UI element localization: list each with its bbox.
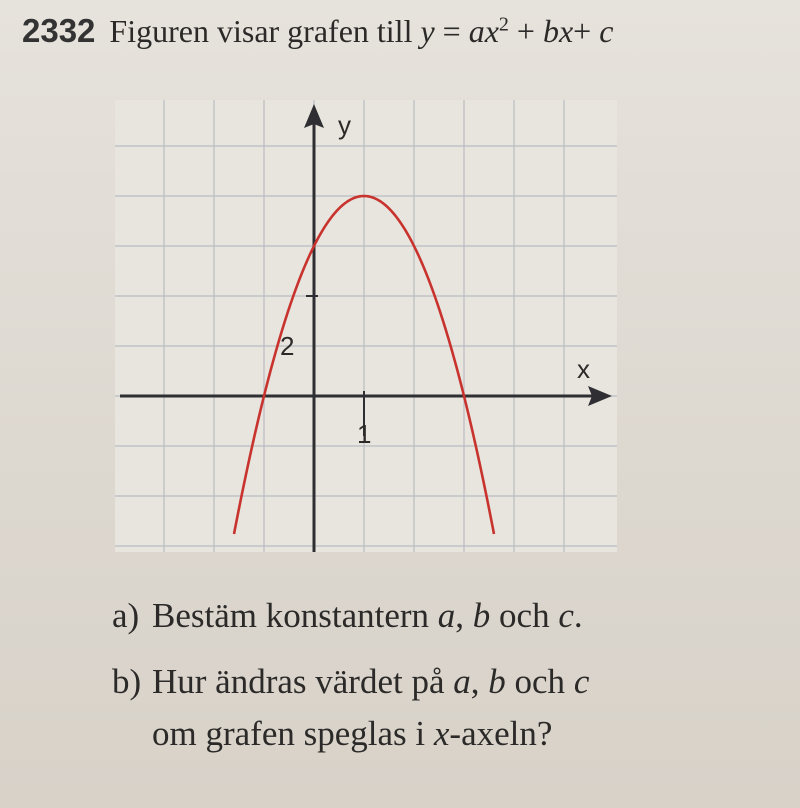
- x-axis-label: x: [577, 354, 590, 384]
- question-label: b): [112, 662, 142, 701]
- grid-background: [115, 100, 617, 552]
- question-b-continued: om grafen speglas i x-axeln?: [152, 714, 553, 753]
- y-axis-label: y: [338, 110, 351, 140]
- y-tick-label: 2: [280, 331, 295, 361]
- question-label: a): [112, 596, 140, 635]
- x-tick-label: 1: [357, 419, 372, 449]
- problem-title: Figuren visar grafen till: [109, 13, 413, 49]
- problem-number: 2332: [22, 12, 96, 49]
- question-b: b) Hur ändras värdet på a, b och c: [112, 662, 590, 701]
- question-a: a) Bestäm konstantern a, b och c.: [112, 596, 583, 635]
- problem-equation: $y = ax^2 + bx+ c$: [420, 13, 614, 49]
